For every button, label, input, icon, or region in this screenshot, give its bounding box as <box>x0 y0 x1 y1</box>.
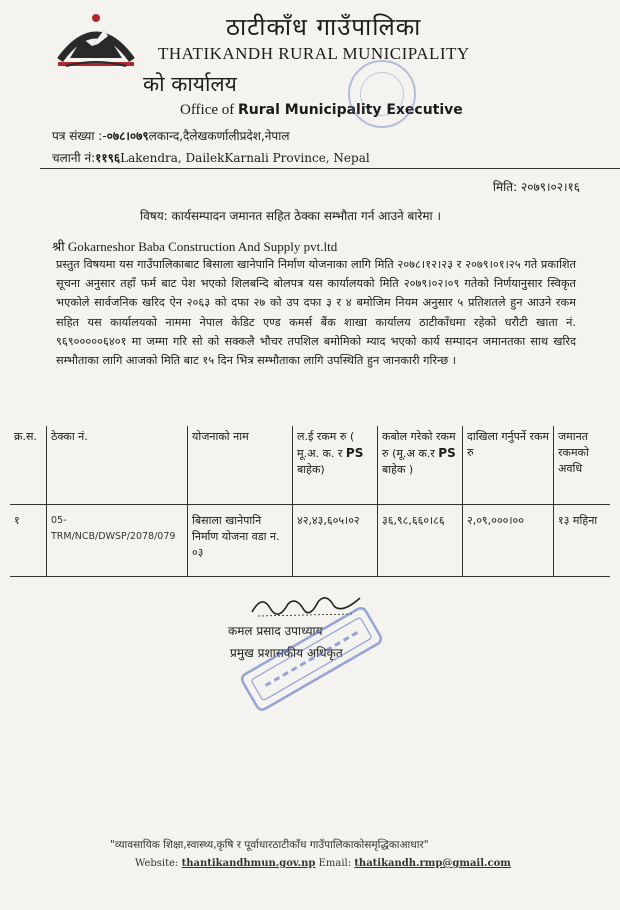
letter-subject: विषय: कार्यसम्पादन जमानत सहित ठेक्का सम्भौता गर्न आउने बारेमा । <box>140 209 442 223</box>
cell-serial: १ <box>10 505 47 577</box>
email-link[interactable]: thatikandh.rmp@gmail.com <box>354 858 511 869</box>
col-header-project-name: योजनाको नाम <box>188 426 293 505</box>
municipality-emblem-icon <box>52 8 140 70</box>
cell-guarantee-period: १३ महिना <box>554 505 611 577</box>
cell-estimate: ४२,४३,६०५।०२ <box>293 505 378 577</box>
header-divider <box>40 168 620 169</box>
table-row <box>10 505 610 577</box>
cell-contract-no: 05-TRM/NCB/DWSP/2078/079 <box>47 505 188 577</box>
cell-project-name: बिसाला खानेपानि निर्माण योजना वडा न. ०३ <box>188 505 293 577</box>
dispatch-number-line: चलानी नं:११९६Lakendra, DailekKarnali Province, Nepal <box>52 151 370 165</box>
col-header-guarantee-period: जमानत रकमको अवधि <box>554 426 611 505</box>
footer-contact: Website: thantikandhmun.gov.np Email: thatikandh.rmp@gmail.com <box>135 858 511 869</box>
office-english: Office of Rural Municipality Executive <box>180 102 463 118</box>
col-header-contract-no: ठेक्का नं. <box>47 426 188 505</box>
signatory-name: कमल प्रसाद उपाध्याय <box>228 624 323 638</box>
table-header-row <box>10 426 610 505</box>
recipient: श्री Gokarneshor Baba Construction And Supply pvt.ltd <box>52 239 338 254</box>
website-link[interactable]: thantikandhmun.gov.np <box>181 858 316 869</box>
received-stamp-icon <box>348 60 416 128</box>
letter-date: मिति: २०७९।०२।१६ <box>492 180 580 194</box>
reference-number-line: पत्र संख्या :-०७८।०७९लकान्द,दैलेखकर्णालीप्रदेश,नेपाल <box>52 129 290 143</box>
footer-motto: "व्यावसायिक शिक्षा,स्वास्थ्य,कृषि र पूर्वाधारठाटीकाँध गाउँपालिकाकोसमृद्धिकाआधार" <box>110 839 429 851</box>
office-nepali: को कार्यालय <box>143 72 237 96</box>
municipality-name-nepali: ठाटीकाँध गाउँपालिका <box>226 13 422 41</box>
cell-bid-amount: ३६,९८,६६०।८६ <box>378 505 463 577</box>
col-header-estimate: ल.ई रकम रु ( मू.अ. क. र PS बाहेक) <box>293 426 378 505</box>
municipality-name-english: THATIKANDH RURAL MUNICIPALITY <box>158 44 470 63</box>
signatory-title: प्रमुख प्रशासकीय अधिकृत <box>230 646 343 660</box>
cell-deposit: २,०९,०००।०० <box>463 505 554 577</box>
letter-body: प्रस्तुत विषयमा यस गाउँपालिकाबाट बिसाला खानेपानि निर्माण योजनाका लागि मिति २०७८।१२।२३ र २०७९।०१।२५ गते प्रकाशित सूचना अनुसार तहाँ फर्म बाट पेश भएको शिलबन्दि बोलपत्र यस कार्यालयको मिति २०७९।०२।०९ गतेको निर्णयानुसार स्विकृत भएकोले सार्वजनिक खरिद ऐन २०६३ को दफा २७ को उप दफा ३ र ४ बमोजिम नियम अनुसार ५ प्रतिशतले हुन आउने रकम सहित यस कार्यालयको नाममा नेपाल केडिट एण्ड कमर्स बैंक शाखा कार्यालय ठाटीकाँधमा रहेको धरौटी खाता नं. ९६९०००००६४०१ मा जम्मा गरि सो को सक्कलै भौचर तपशिल बमोमिको म्याद भएको कार्य सम्पादन जमानतका साथ खरिद सम्भौताका लागि आजको मिति बाट १५ दिन भित्र सम्भौताका लागि उपस्थिति हुन जानकारी गरिन्छ । <box>56 258 576 368</box>
col-header-deposit: दाखिला गर्नुपर्ने रकम रु <box>463 426 554 505</box>
contract-table <box>10 426 610 577</box>
col-header-bid-amount: कबोल गरेको रकम रु (मू.अ क.र PS बाहेक ) <box>378 426 463 505</box>
col-header-serial: क्र.स. <box>10 426 47 505</box>
